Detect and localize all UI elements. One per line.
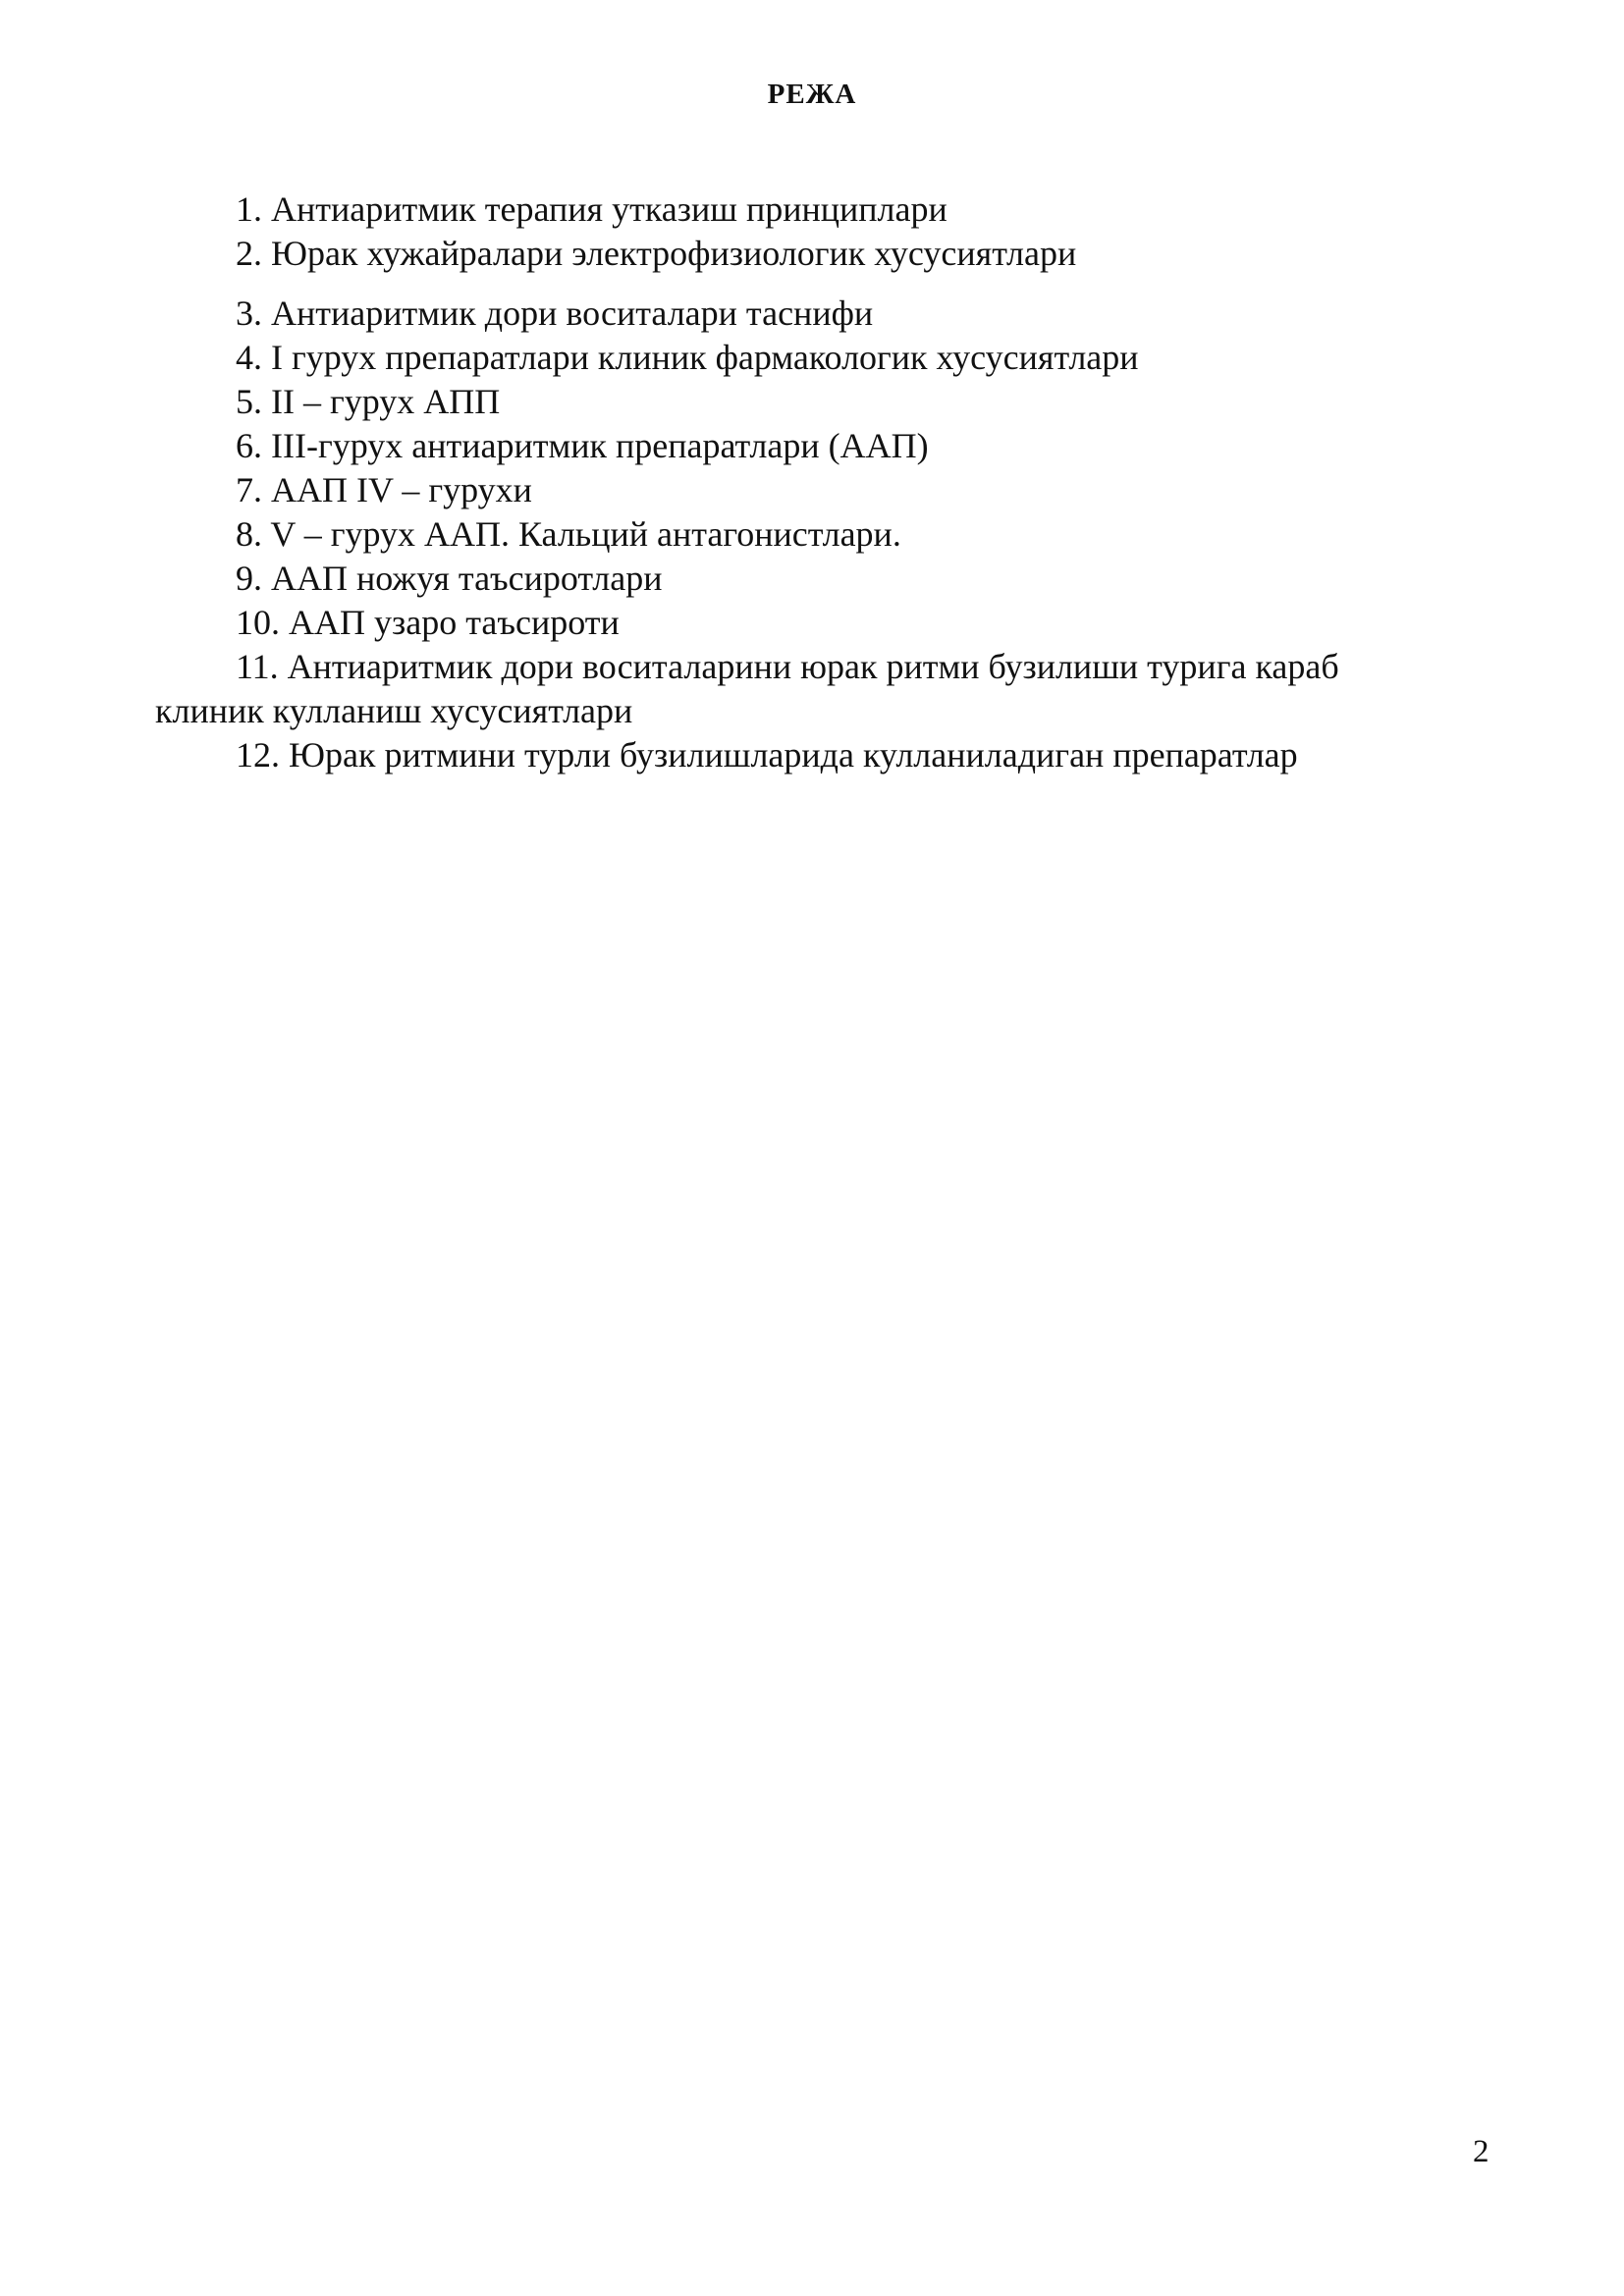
list-item: 1. Антиаритмик терапия утказиш принциплари bbox=[236, 189, 947, 229]
list-item: 8. V – гурух ААП. Кальций антагонистлари. bbox=[236, 514, 901, 554]
page-title: РЕЖА bbox=[767, 79, 857, 110]
list-item: 6. III-гурух антиаритмик препаратлари (ААП) bbox=[236, 426, 929, 465]
list-item: 4. I гурух препаратлари клиник фармакологик хусусиятлари bbox=[236, 338, 1139, 377]
plan-list bbox=[155, 187, 1530, 777]
list-item: 3. Антиаритмик дори воситалари таснифи bbox=[236, 294, 874, 333]
list-item: 5. II – гурух АПП bbox=[236, 382, 501, 421]
list-item bbox=[155, 645, 1530, 733]
list-item: 9. ААП ножуя таъсиротлари bbox=[236, 559, 663, 598]
list-item: 2. Юрак хужайралари электрофизиологик хусусиятлари bbox=[236, 234, 1077, 273]
list-item-continuation: клиник кулланиш хусусиятлари bbox=[155, 691, 633, 730]
list-item: 10. ААП узаро таъсироти bbox=[236, 603, 620, 642]
list-item-text: 11. Антиаритмик дори воситаларини юрак ритми бузилиши турига караб bbox=[236, 647, 1339, 686]
page-number: 2 bbox=[1473, 2134, 1489, 2169]
list-item: 12. Юрак ритмини турли бузилишларида кулланиладиган препаратлар bbox=[236, 735, 1298, 774]
list-item: 7. ААП IV – гурухи bbox=[236, 470, 532, 509]
